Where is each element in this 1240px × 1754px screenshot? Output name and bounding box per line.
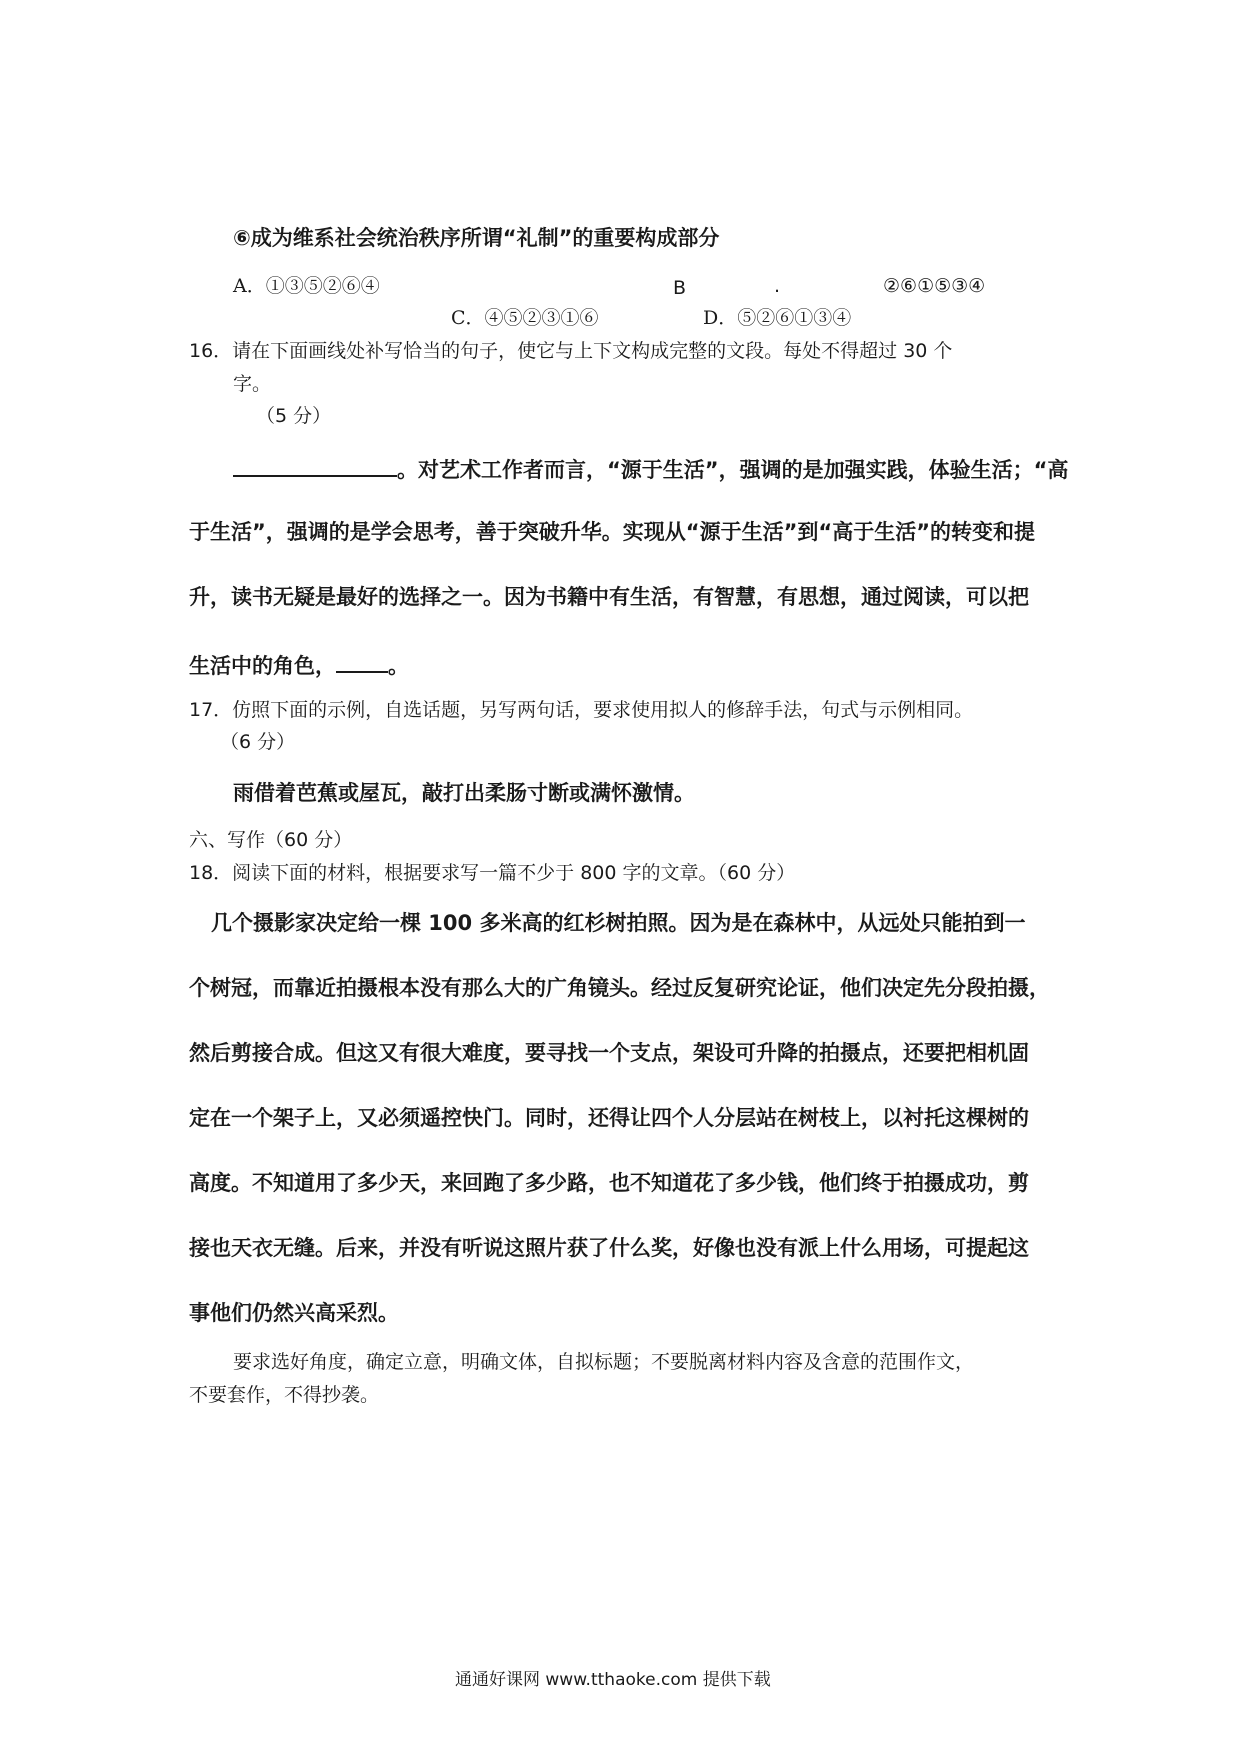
q15-option-d: D．⑤②⑥①③④ [703,307,852,329]
q16-paragraph-line2: 于生活”，强调的是学会思考，善于突破升华。实现从“源于生活”到“高于生活”的转变和提 [189,520,1036,544]
q18-stem: 18．阅读下面的材料，根据要求写一篇不少于 800 字的文章。（60 分） [189,862,796,884]
q16-stem-line1: 16．请在下面画线处补写恰当的句子，使它与上下文构成完整的文段。每处不得超过 30 个 [189,340,953,362]
q16-paragraph-line4 [189,653,409,677]
q17-score: （6 分） [220,731,296,753]
q15-option-b-value: ②⑥①⑤③④ [883,275,986,297]
q15-option-c: C．④⑤②③①⑥ [451,307,599,329]
q18-material-line3: 然后剪接合成。但这又有很大难度，要寻找一个支点，架设可升降的拍摄点，还要把相机固 [189,1041,1029,1065]
q16-stem-line2: 字。 [233,373,272,395]
q15-option-a: A．①③⑤②⑥④ [233,275,380,297]
q16-paragraph-line1 [233,457,1068,481]
q15-option-b-dot: . [774,275,781,297]
q18-material-line6: 接也天衣无缝。后来，并没有听说这照片获了什么奖，好像也没有派上什么用场，可提起这 [189,1236,1029,1260]
page-footer: 通通好课网 www.tthaoke.com 提供下载 [455,1670,771,1690]
q18-material-line5: 高度。不知道用了多少天，来回跑了多少路，也不知道花了多少钱，他们终于拍摄成功，剪 [189,1171,1029,1195]
q17-stem-line1: 17．仿照下面的示例，自选话题，另写两句话，要求使用拟人的修辞手法，句式与示例相同。 [189,699,974,721]
q16-blank-1[interactable] [233,457,397,477]
q16-blank-2[interactable] [336,653,388,673]
q18-material-line2: 个树冠，而靠近拍摄根本没有那么大的广角镜头。经过反复研究论证，他们决定先分段拍摄， [189,976,1050,1000]
q18-requirement-line2: 不要套作，不得抄袭。 [189,1384,380,1406]
section6-title: 六、写作（60 分） [189,829,353,851]
q15-item6: ⑥成为维系社会统治秩序所谓“礼制”的重要构成部分 [233,226,720,250]
q16-paragraph-line3: 升，读书无疑是最好的选择之一。因为书籍中有生活，有智慧，有思想，通过阅读，可以把 [189,585,1029,609]
q18-requirement-line1: 要求选好角度，确定立意，明确文体，自拟标题；不要脱离材料内容及含意的范围作文， [233,1351,975,1373]
q16-paragraph-line4-end: 。 [388,654,409,678]
q18-material-line1: 几个摄影家决定给一棵 100 多米高的红杉树拍照。因为是在森林中，从远处只能拍到一 [211,911,1026,935]
q16-paragraph-line4-text: 生活中的角色， [189,654,336,678]
q16-score: （5 分） [256,405,332,427]
q15-option-b-label: B [673,277,687,299]
q16-paragraph-line1-text: 。对艺术工作者而言，“源于生活”，强调的是加强实践，体验生活；“高 [397,458,1069,482]
q18-material-line7: 事他们仍然兴高采烈。 [189,1301,399,1325]
q18-material-line4: 定在一个架子上，又必须遥控快门。同时，还得让四个人分层站在树枝上，以衬托这棵树的 [189,1106,1029,1130]
q17-example: 雨借着芭蕉或屋瓦，敲打出柔肠寸断或满怀激情。 [233,781,695,805]
